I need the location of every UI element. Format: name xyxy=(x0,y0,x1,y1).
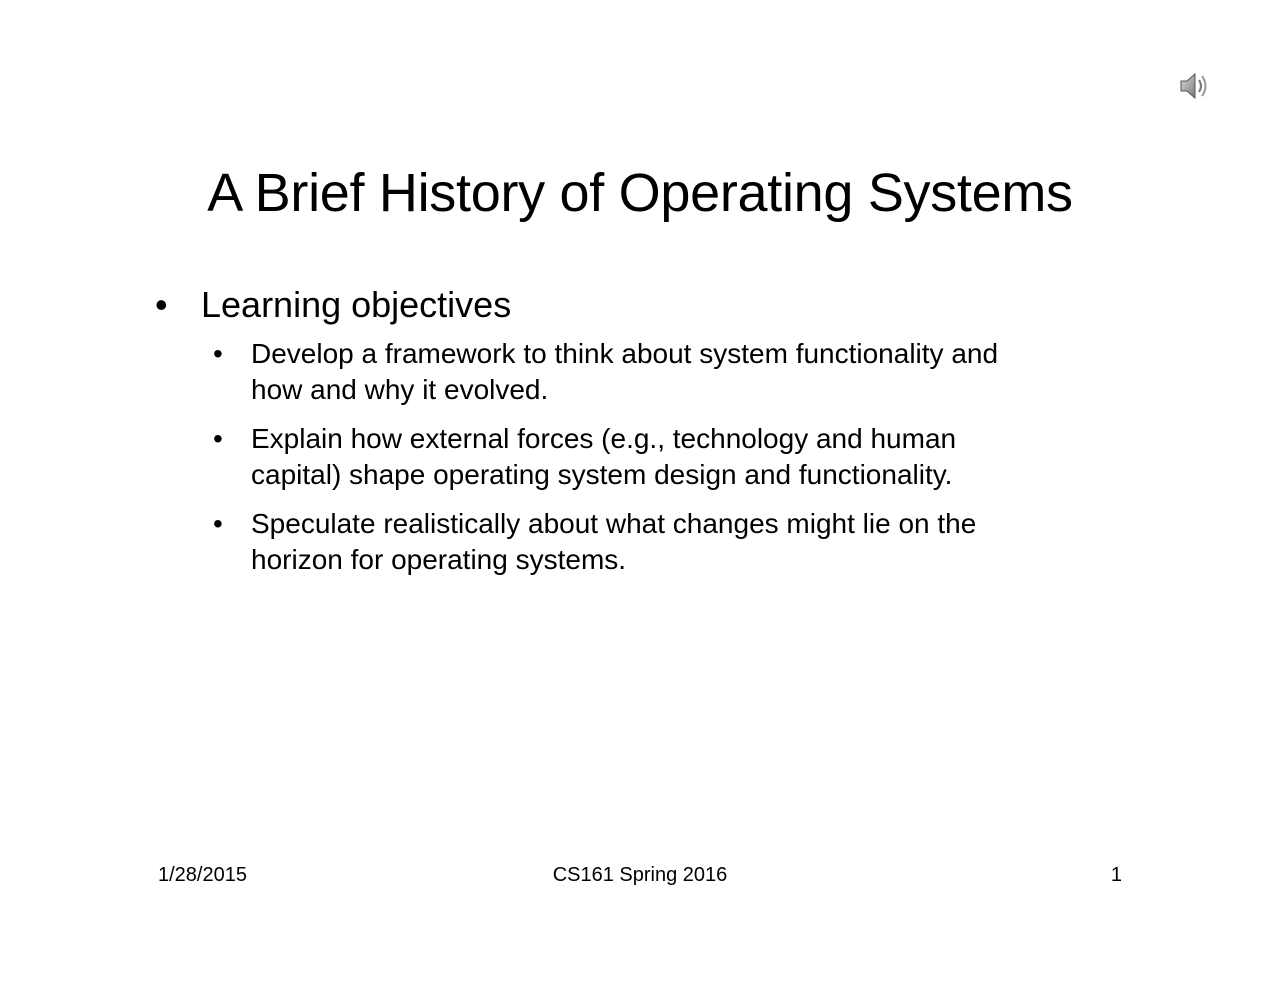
subbullet-marker: • xyxy=(213,338,223,369)
subbullet-marker: • xyxy=(213,508,223,539)
subbullet-line: horizon for operating systems. xyxy=(251,544,627,575)
subbullet-text xyxy=(251,506,1131,578)
subbullet-line: Develop a framework to think about system functionality and xyxy=(251,338,999,369)
subbullet-line: capital) shape operating system design and functionality. xyxy=(251,459,953,490)
bullet-text: Learning objectives xyxy=(201,284,512,325)
slide-title: A Brief History of Operating Systems xyxy=(207,163,1073,223)
subbullet-line: how and why it evolved. xyxy=(251,374,549,405)
footer-page-number: 1 xyxy=(1110,864,1122,886)
subbullet-line: Explain how external forces (e.g., technology and human xyxy=(251,423,957,454)
subbullet-line: Speculate realistically about what changes might lie on the xyxy=(251,508,977,539)
bullet-marker: • xyxy=(155,284,168,325)
footer-date: 1/28/2015 xyxy=(158,864,247,886)
footer-course: CS161 Spring 2016 xyxy=(552,864,728,886)
subbullet-marker: • xyxy=(213,423,223,454)
subbullet-text xyxy=(251,336,1131,408)
speaker-icon[interactable] xyxy=(1178,70,1210,102)
subbullet-text xyxy=(251,421,1131,493)
